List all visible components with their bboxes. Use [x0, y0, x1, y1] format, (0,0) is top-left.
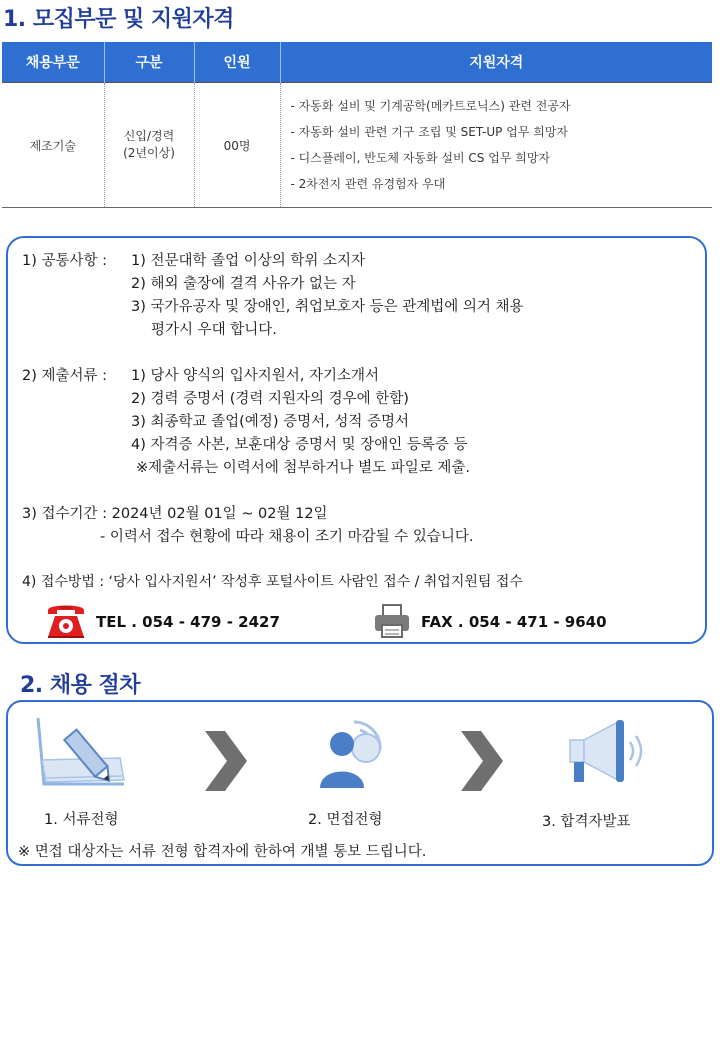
section-title-process: 2. 채용 절차	[20, 673, 140, 698]
common-item: 1) 전문대학 졸업 이상의 학위 소지자	[131, 253, 366, 269]
recruitment-table	[2, 42, 712, 208]
telephone-icon	[44, 600, 88, 640]
cell-qualifications	[280, 83, 712, 208]
megaphone-icon	[566, 718, 650, 786]
fax-number: FAX . 054 - 471 - 9640	[421, 613, 607, 631]
documents-note: ※제출서류는 이력서에 첨부하거나 별도 파일로 제출.	[136, 460, 470, 476]
cell-type-line2: (2년이상)	[123, 146, 175, 160]
table-header-row	[2, 42, 712, 83]
chevron-right-icon	[459, 729, 505, 793]
qualification-item: - 2차전지 관련 유경험자 우대	[290, 177, 446, 191]
chevron-right-icon	[203, 729, 249, 793]
pencil-document-icon	[34, 714, 130, 788]
documents-item: 3) 최종학교 졸업(예정) 증명서, 성적 증명서	[131, 414, 409, 430]
common-item: 3) 국가유공자 및 장애인, 취업보호자 등은 관계법에 의거 채용	[131, 299, 524, 315]
method-line: 4) 접수방법 : ‘당사 입사지원서’ 작성후 포털사이트 사람인 접수 / 취업지원팀 접수	[22, 574, 523, 590]
interview-person-icon	[316, 716, 392, 790]
header-qualification: 지원자격	[280, 42, 712, 83]
header-count: 인원	[194, 42, 280, 83]
step-label-announcement: 3. 합격자발표	[542, 814, 631, 830]
tel-number: TEL . 054 - 479 - 2427	[96, 613, 280, 631]
period-note: - 이력서 접수 현황에 따라 채용이 조기 마감될 수 있습니다.	[100, 529, 474, 545]
step-label-interview: 2. 면접전형	[308, 812, 383, 828]
documents-label: 2) 제출서류 :	[22, 368, 108, 384]
period-line: 3) 접수기간 : 2024년 02월 01일 ~ 02월 12일	[22, 506, 328, 522]
cell-type	[104, 83, 194, 208]
cell-type-line1: 신입/경력	[123, 129, 175, 143]
header-type: 구분	[104, 42, 194, 83]
common-label: 1) 공통사항 :	[22, 253, 108, 269]
cell-count: 00명	[194, 83, 280, 208]
cell-dept: 제조기술	[2, 83, 104, 208]
qualification-item: - 자동화 설비 및 기계공학(메카트로닉스) 관련 전공자	[290, 99, 571, 113]
qualification-item: - 자동화 설비 관련 기구 조립 및 SET-UP 업무 희망자	[290, 125, 569, 139]
common-item: 평가시 우대 합니다.	[151, 322, 277, 338]
table-row	[2, 83, 712, 208]
step-label-document: 1. 서류전형	[44, 812, 119, 828]
header-dept: 채용부문	[2, 42, 104, 83]
documents-item: 2) 경력 증명서 (경력 지원자의 경우에 한함)	[131, 391, 409, 407]
section-title-recruitment: 1. 모집부문 및 지원자격	[3, 7, 234, 32]
fax-machine-icon	[373, 603, 411, 639]
documents-item: 4) 자격증 사본, 보훈대상 증명서 및 장애인 등록증 등	[131, 437, 468, 453]
qualification-item: - 디스플레이, 반도체 자동화 설비 CS 업무 희망자	[290, 151, 550, 165]
common-item: 2) 해외 출장에 결격 사유가 없는 자	[131, 276, 356, 292]
process-note: ※ 면접 대상자는 서류 전형 합격자에 한하여 개별 통보 드립니다.	[18, 844, 427, 860]
documents-item: 1) 당사 양식의 입사지원서, 자기소개서	[131, 368, 380, 384]
